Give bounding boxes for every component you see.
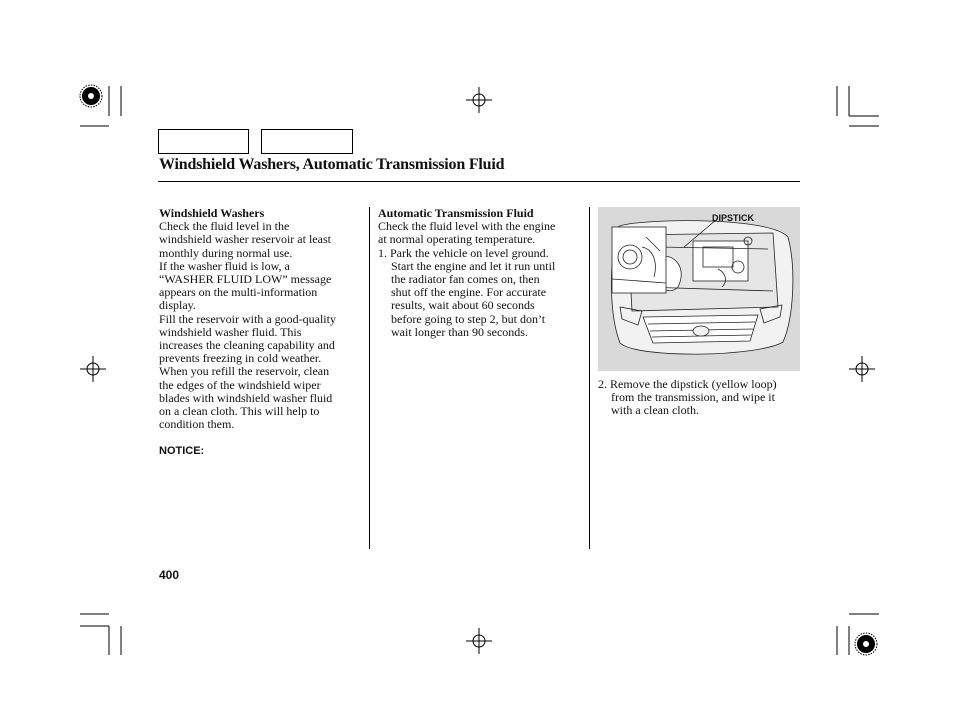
text-line: Check the fluid level in the bbox=[159, 219, 290, 234]
step-line: from the transmission, and wipe it bbox=[611, 390, 775, 405]
text-line: windshield washer reservoir at least bbox=[159, 232, 331, 247]
text-line: condition them. bbox=[159, 417, 235, 432]
step-line: results, wait about 60 seconds bbox=[391, 298, 535, 313]
nav-box-index[interactable] bbox=[261, 129, 353, 154]
text-line: When you refill the reservoir, clean bbox=[159, 364, 330, 379]
page-number: 400 bbox=[159, 568, 180, 582]
text-line: Fill the reservoir with a good-quality bbox=[159, 311, 336, 326]
section-heading: Automatic Transmission Fluid bbox=[378, 206, 534, 220]
text-line: on a clean cloth. This will help to bbox=[159, 404, 320, 419]
text-line: display. bbox=[159, 298, 196, 313]
step-line: the radiator fan comes on, then bbox=[391, 272, 540, 287]
step-line: 1. Park the vehicle on level ground. bbox=[378, 245, 549, 260]
column-divider-1 bbox=[369, 207, 370, 549]
step-line: with a clean cloth. bbox=[611, 403, 699, 418]
engine-bay-drawing bbox=[598, 207, 800, 371]
text-line: Check the fluid level with the engine bbox=[378, 219, 556, 234]
page-title: Windshield Washers, Automatic Transmission Fluid bbox=[159, 156, 505, 173]
text-line: prevents freezing in cold weather. bbox=[159, 351, 322, 366]
text-line: monthly during normal use. bbox=[159, 245, 293, 260]
text-line: If the washer fluid is low, a bbox=[159, 258, 290, 273]
column-divider-2 bbox=[589, 207, 590, 549]
dipstick-illustration bbox=[598, 207, 800, 371]
text-line: blades with windshield washer fluid bbox=[159, 390, 333, 405]
text-line: increases the cleaning capability and bbox=[159, 338, 335, 353]
step-line: shut off the engine. For accurate bbox=[391, 285, 547, 300]
notice-label: NOTICE: bbox=[159, 445, 205, 458]
column-transmission-fluid bbox=[378, 207, 584, 339]
step-line: wait longer than 90 seconds. bbox=[391, 324, 528, 339]
nav-box-main-menu[interactable] bbox=[158, 129, 249, 154]
column-windshield-washers bbox=[159, 207, 364, 459]
text-line: “WASHER FLUID LOW” message bbox=[159, 272, 332, 287]
title-rule bbox=[158, 181, 800, 182]
column-step-2 bbox=[598, 378, 803, 418]
text-line: windshield washer fluid. This bbox=[159, 324, 302, 339]
step-line: Start the engine and let it run until bbox=[391, 258, 556, 273]
step-line: before going to step 2, but don’t bbox=[391, 311, 546, 326]
text-line: at normal operating temperature. bbox=[378, 232, 536, 247]
text-line: appears on the multi-information bbox=[159, 285, 318, 300]
text-line: the edges of the windshield wiper bbox=[159, 377, 321, 392]
dipstick-label: DIPSTICK bbox=[712, 213, 755, 223]
step-line: 2. Remove the dipstick (yellow loop) bbox=[598, 377, 777, 391]
section-heading: Windshield Washers bbox=[159, 206, 265, 220]
